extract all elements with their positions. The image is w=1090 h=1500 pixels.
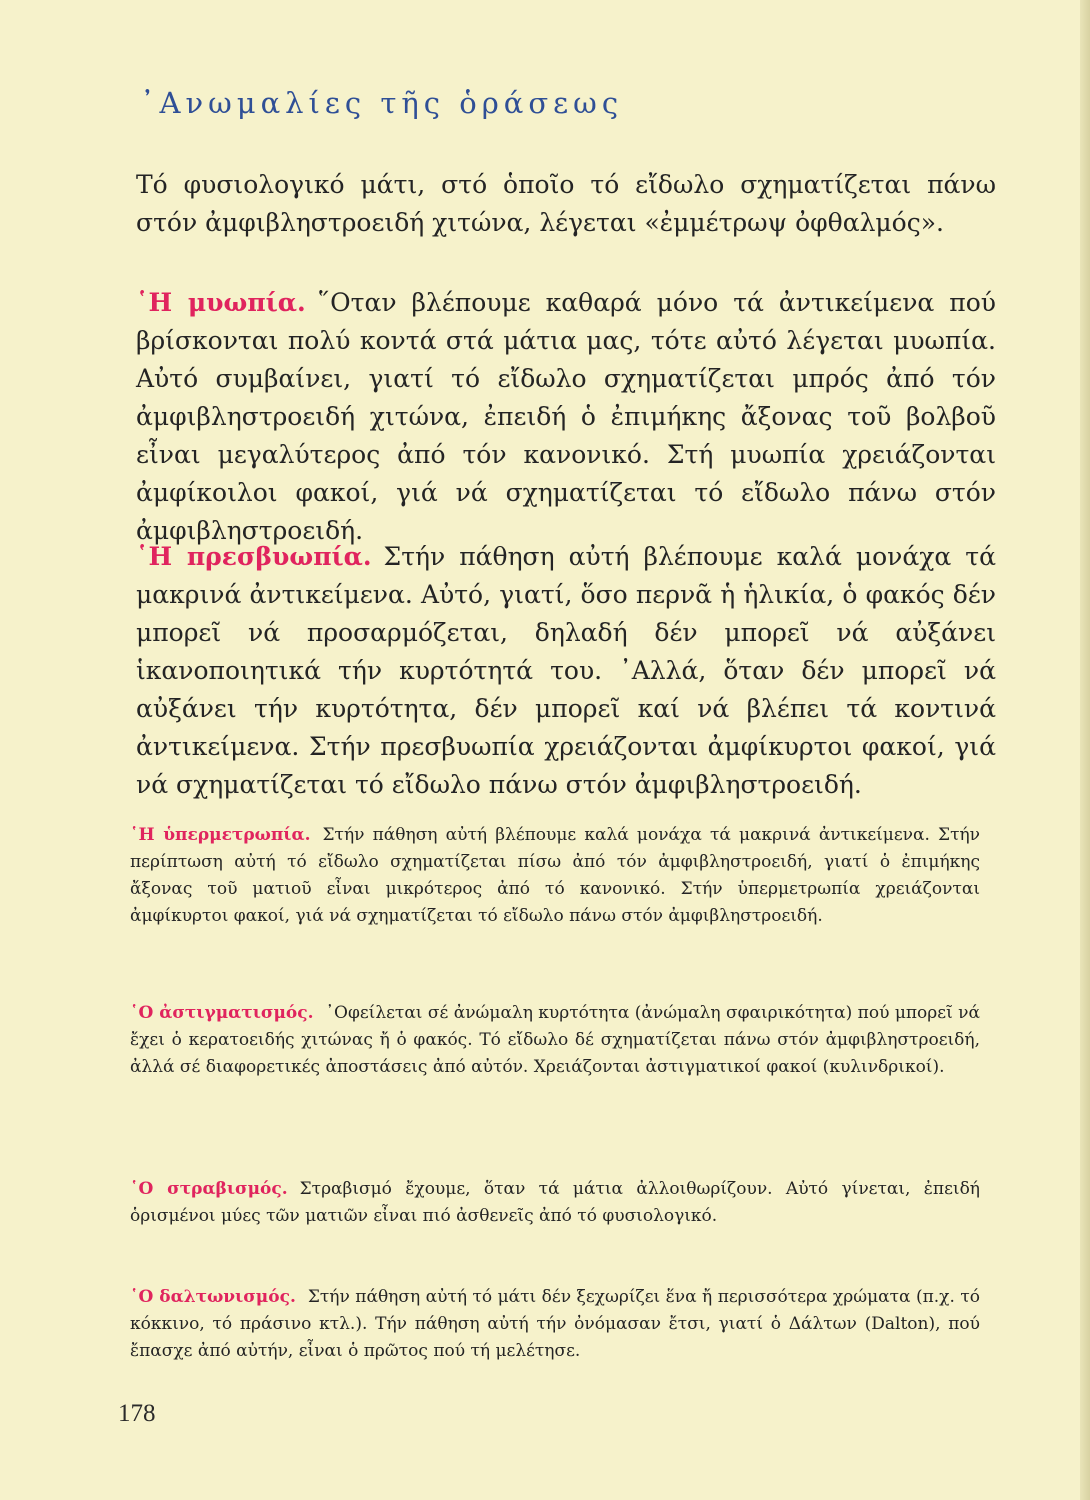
section-title: ᾿Ανωμαλίες τῆς ὁράσεως (140, 86, 624, 120)
intro-paragraph: Τό φυσιολογικό μάτι, στό ὁποῖο τό εἴδωλο σχηματίζεται πάνω στόν ἀμφιβληστροειδή χιτώνα, λέγεται «ἐμμέτρωψ ὀφθαλμός». (136, 170, 996, 237)
hypermetropia-term: ῾Η ὑπερμετρωπία. (130, 825, 311, 845)
astigmatism-term: ῾Ο ἀστιγματισμός. (130, 1003, 314, 1023)
astigmatism-paragraph (130, 1000, 980, 1081)
daltonism-text: Στήν πάθηση αὐτή τό μάτι δέν ξεχωρίζει ἕνα ἤ περισσότερα χρώματα (π.χ. τό κόκκινο, τό πράσινο κτλ.). Τήν πάθηση αὐτή τήν ὀνόμασαν ἔτσι, γιατί ὁ Δάλτων (Dalton), πού ἔπασχε ἀπό αὐτήν, εἶναι ὁ πρῶτος πού τή μελέτησε. (130, 1287, 980, 1361)
myopia-term: ῾Η μυωπία. (136, 288, 306, 317)
page-edge (1080, 0, 1090, 1500)
strabismus-text: Στραβισμό ἔχουμε, ὅταν τά μάτια ἀλλοιθωρίζουν. Αὐτό γίνεται, ἐπειδή ὁρισμένοι μύες τῶν ματιῶν εἶναι πιό ἀσθενεῖς ἀπό τό φυσιολογικό. (130, 1179, 980, 1226)
myopia-text: ῞Οταν βλέπουμε καθαρά μόνο τά ἀντικείμενα πού βρίσκονται πολύ κοντά στά μάτια μας, τότε αὐτό λέγεται μυωπία. Αὐτό συμβαίνει, γιατί τό εἴδωλο σχηματίζεται μπρός ἀπό τόν ἀμφιβληστροειδή χιτώνα, ἐπειδή ὁ ἐπιμήκης ἄξονας τοῦ βολβοῦ εἶναι μεγαλύτερος ἀπό τόν κανονικό. Στή μυωπία χρειάζονται ἀμφίκοιλοι φακοί, γιά νά σχηματίζεται τό εἴδωλο πάνω στόν ἀμφιβληστροειδή. (136, 288, 996, 545)
hypermetropia-paragraph (130, 822, 980, 930)
myopia-paragraph (136, 284, 996, 550)
presbyopia-term: ῾Η πρεσβυωπία. (136, 542, 372, 571)
daltonism-paragraph (130, 1284, 980, 1365)
presbyopia-text: Στήν πάθηση αὐτή βλέπουμε καλά μονάχα τά μακρινά ἀντικείμενα. Αὐτό, γιατί, ὅσο περνᾶ ἡ ἡλικία, ὁ φακός δέν μπορεῖ νά προσαρμόζεται, δηλαδή δέν μπορεῖ νά αὐξάνει ἱκανοποιητικά τήν κυρτότητά του. ᾿Αλλά, ὅταν δέν μπορεῖ νά αὐξάνει τήν κυρτότητα, δέν μπορεῖ καί νά βλέπει τά κοντινά ἀντικείμενα. Στήν πρεσβυωπία χρειάζονται ἀμφίκυρτοι φακοί, γιά νά σχηματίζεται τό εἴδωλο πάνω στόν ἀμφιβληστροειδή. (136, 542, 997, 799)
daltonism-term: ῾Ο δαλτωνισμός. (130, 1287, 296, 1307)
strabismus-paragraph (130, 1176, 980, 1230)
presbyopia-paragraph (136, 538, 996, 804)
astigmatism-text: ᾿Οφείλεται σέ ἀνώμαλη κυρτότητα (ἀνώμαλη σφαιρικότητα) πού μπορεῖ νά ἔχει ὁ κερατοειδής χιτώνας ἤ ὁ φακός. Τό εἴδωλο δέ σχηματίζεται πάνω στόν ἀμφιβληστροειδή, ἀλλά σέ διαφορετικές ἀποστάσεις ἀπό αὐτόν. Χρειάζονται ἀστιγματικοί φακοί (κυλινδρικοί). (130, 1003, 980, 1077)
strabismus-term: ῾Ο στραβισμός. (130, 1179, 288, 1199)
page-number: 178 (118, 1400, 156, 1427)
hypermetropia-text: Στήν πάθηση αὐτή βλέπουμε καλά μονάχα τά μακρινά ἀντικείμενα. Στήν περίπτωση αὐτή τό εἴδωλο σχηματίζεται πίσω ἀπό τόν ἀμφιβληστροειδή, γιατί ὁ ἐπιμήκης ἄξονας τοῦ ματιοῦ εἶναι μικρότερος ἀπό τό κανονικό. Στήν ὑπερμετρωπία χρειάζονται ἀμφίκυρτοι φακοί, γιά νά σχηματίζεται τό εἴδωλο πάνω στόν ἀμφιβληστροειδή. (130, 825, 980, 926)
